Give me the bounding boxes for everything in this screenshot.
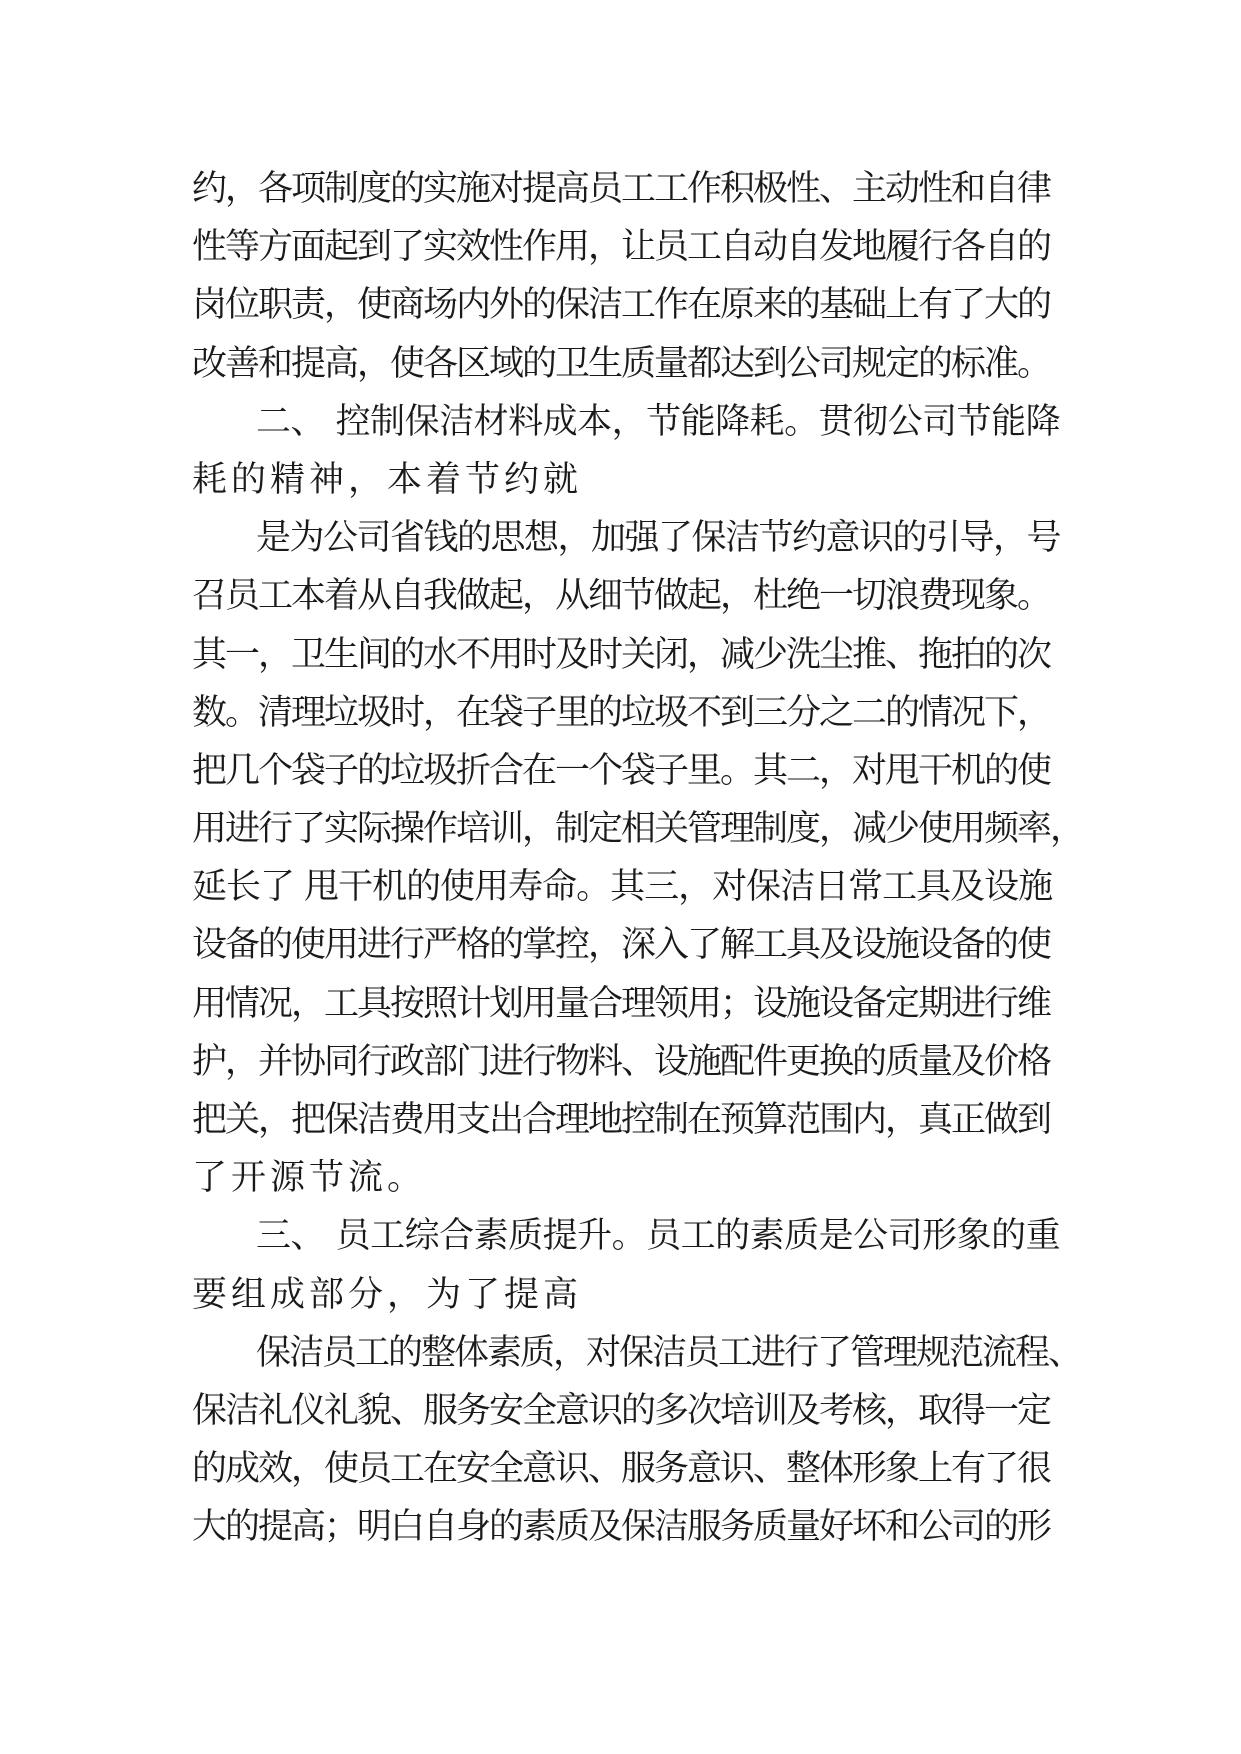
paragraph-first-line: 保洁员工的整体素质，对保洁员工进行了管理规范流程、 [256,1332,1082,1373]
text-line: 数。清理垃圾时，在袋子里的垃圾不到三分之二的情况下， [192,692,1051,733]
body-text [192,160,1084,1557]
text-line: 岗位职责，使商场内外的保洁工作在原来的基础上有了大的 [192,285,1051,326]
text-line: 要组成部分，为了提高 [192,1274,583,1315]
text-line: 了开源节流。 [192,1158,427,1199]
text-line: 护，并协同行政部门进行物料、设施配件更换的质量及价格 [192,1041,1051,1082]
text-line: 性等方面起到了实效性作用，让员工自动自发地履行各自的 [192,227,1051,268]
text-line: 的成效，使员工在安全意识、服务意识、整体形象上有了很 [192,1449,1051,1490]
text-line: 召员工本着从自我做起，从细节做起，杜绝一切浪费现象。 [192,576,1051,617]
paragraph-first-line: 二、 控制保洁材料成本，节能降耗。贯彻公司节能降 [256,401,1061,442]
text-line: 设备的使用进行严格的掌控，深入了解工具及设施设备的使 [192,925,1051,966]
text-line: 用情况，工具按照计划用量合理领用；设施设备定期进行维 [192,983,1051,1024]
text-line: 保洁礼仪礼貌、服务安全意识的多次培训及考核，取得一定 [192,1390,1051,1431]
text-line: 改善和提高，使各区域的卫生质量都达到公司规定的标准。 [192,343,1051,384]
text-line: 把几个袋子的垃圾折合在一个袋子里。其二，对甩干机的使 [192,750,1051,791]
text-line: 耗的精神，本着节约就 [192,459,583,500]
paragraph-first-line: 是为公司省钱的思想，加强了保洁节约意识的引导，号 [256,518,1061,559]
text-line: 大的提高；明白自身的素质及保洁服务质量好坏和公司的形 [192,1507,1051,1548]
text-line: 用进行了实际操作培训，制定相关管理制度，减少使用频率， [192,809,1084,850]
text-line: 约，各项制度的实施对提高员工工作积极性、主动性和自律 [192,169,1051,209]
text-line: 延长了 甩干机的使用寿命。其三，对保洁日常工具及设施 [192,867,1053,908]
paragraph-first-line: 三、 员工综合素质提升。员工的素质是公司形象的重 [256,1216,1061,1257]
text-line: 其一，卫生间的水不用时及时关闭，减少洗尘推、拖拍的次 [192,634,1051,675]
text-line: 把关，把保洁费用支出合理地控制在预算范围内，真正做到 [192,1100,1051,1140]
